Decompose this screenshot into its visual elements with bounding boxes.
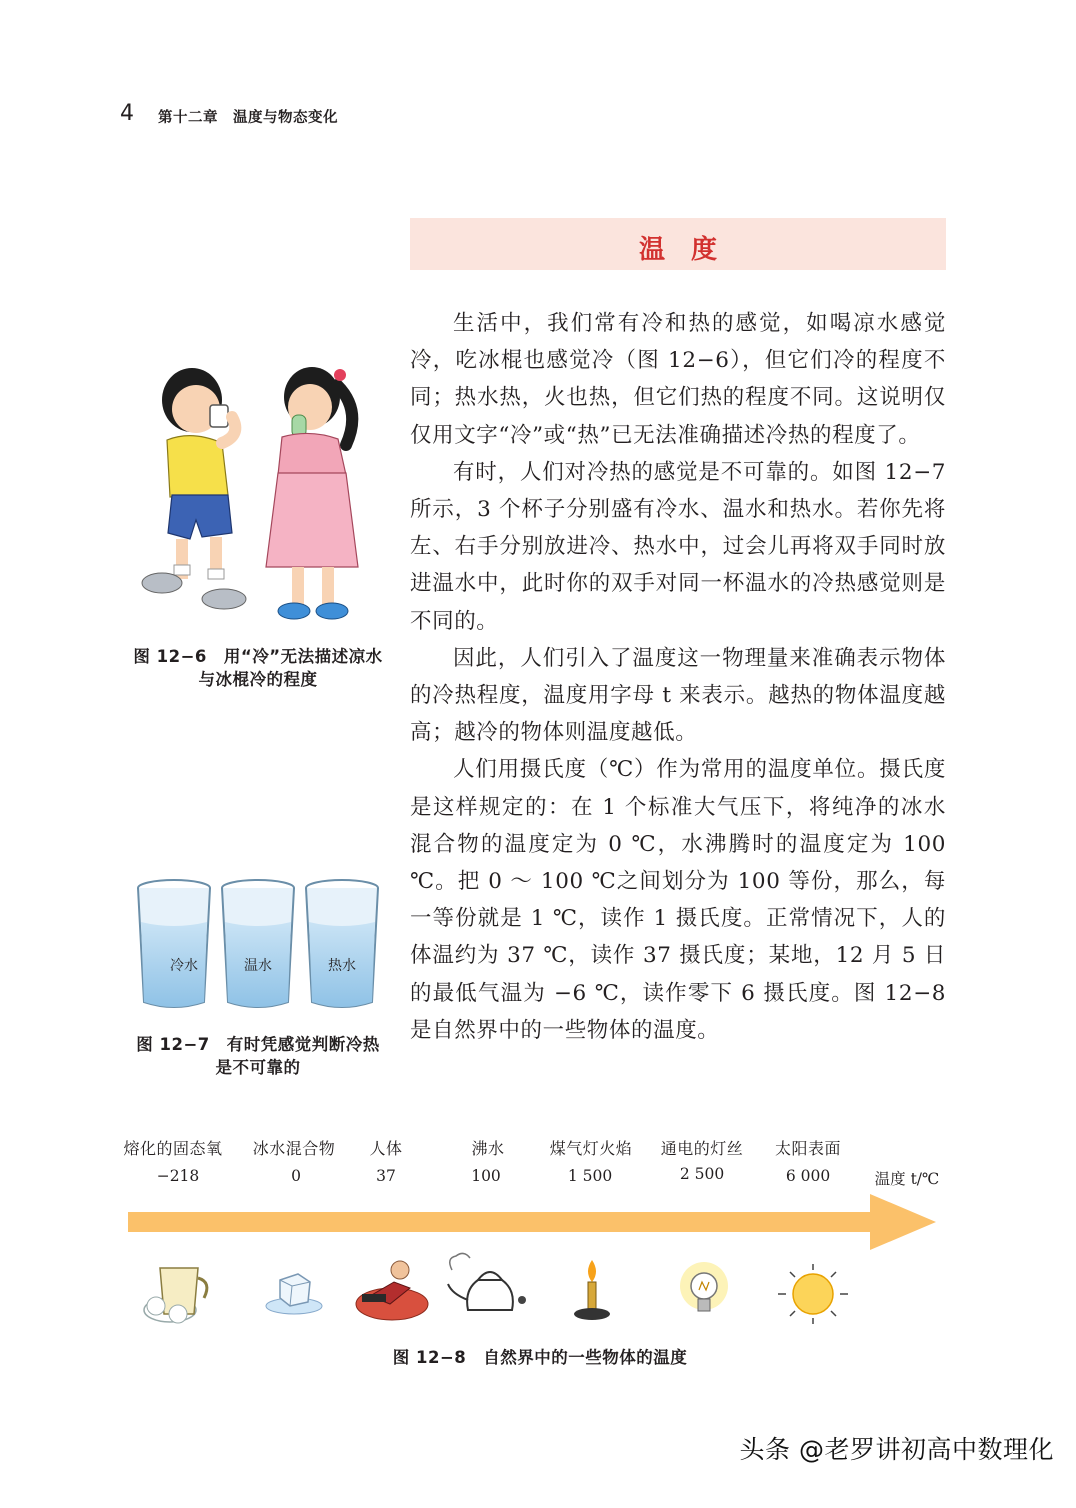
scale-unit-label: 温度 t/℃ <box>874 1170 940 1188</box>
body-text <box>410 305 946 1049</box>
paragraph-2: 有时，人们对冷热的感觉是不可靠的。如图 12−7 所示，3 个杯子分别盛有冷水、温水和热水。若你先将左、右手分别放进冷、热水中，过会儿再将双手同时放进温水中，此时你的双手对同一杯温水的冷热感觉则是不同的。 <box>410 459 946 634</box>
hot-water-cup <box>306 880 378 1007</box>
scale-value-oxygen: −218 <box>156 1167 200 1185</box>
three-cups-illustration <box>136 878 380 1012</box>
paragraph-3: 因此，人们引入了温度这一物理量来准确表示物体的冷热程度，温度用字母 t 来表示。越热的物体温度越高；越冷的物体则温度越低。 <box>410 645 946 746</box>
scale-label-sun-surface: 太阳表面 <box>774 1139 841 1158</box>
warm-water-cup <box>222 880 294 1007</box>
scale-label-human-body: 人体 <box>369 1139 403 1158</box>
scale-value-boiling-water: 100 <box>471 1167 501 1185</box>
paragraph-4: 人们用摄氏度（℃）作为常用的温度单位。摄氏度是这样规定的：在 1 个标准大气压下，将纯净的冰水混合物的温度定为 0 ℃，水沸腾时的温度定为 100 ℃。把 0 ～ 100 ℃之间划分为 100 等份，那么，每一等份就是 1 ℃，读作 1 摄氏度。正常情况下，人的体温约为 37 ℃，读作 37 摄氏度；某地，12 月 5 日的最低气温为 −6 ℃，读作零下 6 摄氏度。图 12−8 是自然界中的一些物体的温度。 <box>410 757 946 1043</box>
chapter-title: 第十二章 温度与物态变化 <box>158 110 338 126</box>
scale-value-filament: 2 500 <box>679 1165 725 1183</box>
hot-water-label: 热水 <box>328 958 356 974</box>
cold-water-label: 冷水 <box>170 958 198 974</box>
scale-value-human-body: 37 <box>376 1167 396 1185</box>
cold-water-cup <box>138 880 210 1007</box>
figure-12-7-caption: 图 12−7 有时凭感觉判断冷热是不可靠的 <box>136 1035 380 1077</box>
section-title-band <box>410 218 946 270</box>
figure-12-6-caption: 图 12−6 用“冷”无法描述凉水与冰棍冷的程度 <box>133 647 383 689</box>
light-bulb-icon <box>676 1262 732 1322</box>
person-icon <box>350 1252 432 1322</box>
section-title: 温度 <box>638 235 743 265</box>
scale-value-gas-flame: 1 500 <box>567 1167 613 1185</box>
figure-12-8-caption: 图 12−8 自然界中的一些物体的温度 <box>392 1348 688 1367</box>
melting-oxygen-icon <box>138 1258 216 1324</box>
scale-label-filament: 通电的灯丝 <box>660 1139 744 1158</box>
warm-water-label: 温水 <box>244 958 272 974</box>
sun-icon <box>768 1262 858 1326</box>
gas-lamp-icon <box>570 1258 614 1322</box>
girl-eating-popsicle <box>266 367 358 619</box>
scale-label-boiling-water: 沸水 <box>471 1139 505 1158</box>
scale-value-ice-water: 0 <box>291 1167 301 1185</box>
watermark: 头条 @老罗讲初高中数理化 <box>739 1435 1054 1464</box>
children-cold-illustration <box>132 355 372 630</box>
boy-drinking-water <box>142 368 246 609</box>
kettle-icon <box>442 1250 528 1324</box>
paragraph-1: 生活中，我们常有冷和热的感觉，如喝凉水感觉冷，吃冰棍也感觉冷（图 12−6），但它们冷的程度不同；热水热，火也热，但它们热的程度不同。这说明仅仅用文字“冷”或“热”已无法准确描述冷热的程度了。 <box>410 311 946 448</box>
scale-label-gas-flame: 煤气灯火焰 <box>549 1139 633 1158</box>
page-number: 4 <box>120 101 134 126</box>
scale-value-sun-surface: 6 000 <box>785 1167 831 1185</box>
scale-label-oxygen: 熔化的固态氧 <box>123 1139 223 1158</box>
scale-label-ice-water: 冰水混合物 <box>252 1139 336 1158</box>
temperature-scale-arrow <box>128 1190 940 1254</box>
ice-cube-icon <box>262 1268 326 1318</box>
